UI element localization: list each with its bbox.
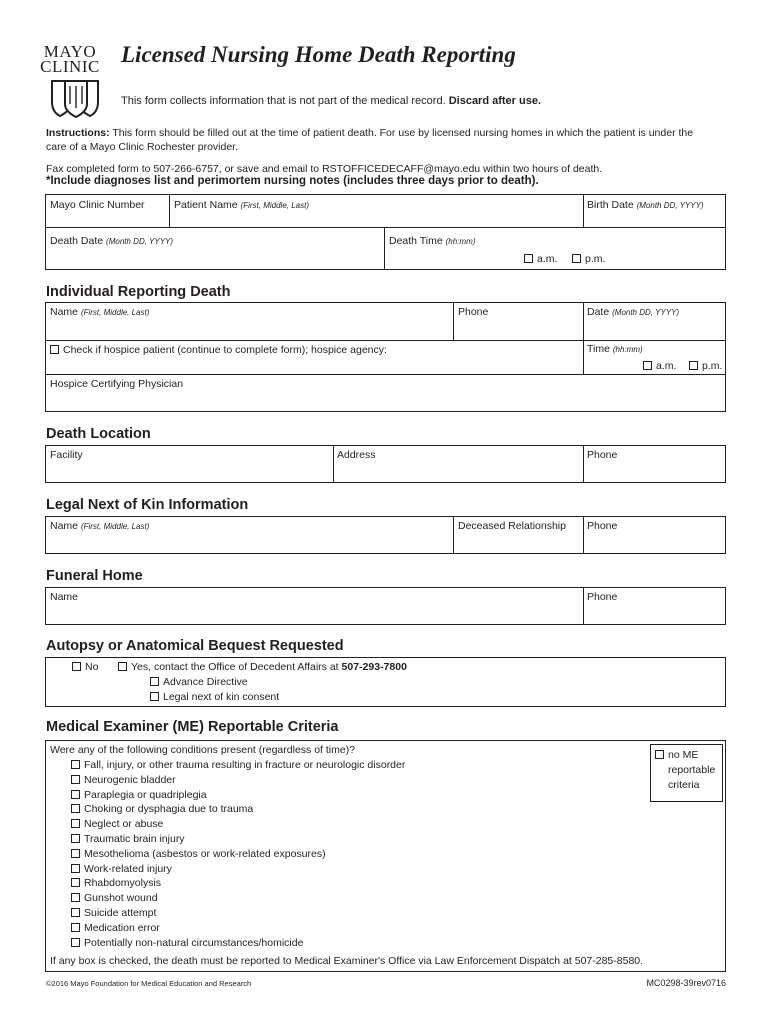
checkbox-icon <box>71 760 80 769</box>
logo-text-mayo: MAYO <box>43 42 97 61</box>
me-criteria-label: Fall, injury, or other trauma resulting in fracture or neurologic disorder <box>84 759 406 771</box>
report-date-label: Date <box>587 306 610 318</box>
form-id: MC0298-39rev0716 <box>646 978 726 988</box>
kin-name-field[interactable] <box>50 520 149 532</box>
report-time-field[interactable] <box>587 343 643 355</box>
kin-phone-field[interactable]: Phone <box>587 520 618 532</box>
section-title-me: Medical Examiner (ME) Reportable Criteria <box>46 719 339 735</box>
me-criteria-label: Medication error <box>84 921 160 934</box>
no-me-label-2: reportable <box>668 764 716 776</box>
mayo-clinic-number-field[interactable]: Mayo Clinic Number <box>50 199 145 211</box>
subtitle-text: This form collects information that is not part of the medical record. <box>121 95 446 107</box>
checkbox-icon <box>71 893 80 902</box>
funeral-section <box>45 587 726 625</box>
me-criteria-checkbox[interactable] <box>71 922 160 934</box>
checkbox-icon <box>71 908 80 917</box>
funeral-name-field[interactable]: Name <box>50 591 79 603</box>
patient-name-label: Patient Name <box>174 199 238 211</box>
death-time-pm-checkbox[interactable] <box>572 253 605 265</box>
checkbox-icon <box>572 254 581 263</box>
death-date-hint: (Month DD, YYYY) <box>106 237 174 246</box>
me-criteria-label: Work-related injury <box>84 862 172 875</box>
checkbox-icon <box>71 834 80 843</box>
checkbox-icon <box>643 361 652 370</box>
fax-instructions: Fax completed form to 507-266-6757, or save and email to RSTOFFICEDECAFF@mayo.edu within two hours of death. <box>46 163 603 175</box>
no-me-label: no ME <box>668 749 699 761</box>
subtitle-bold: Discard after use. <box>448 95 542 107</box>
autopsy-no-label: No <box>85 661 99 673</box>
checkbox-icon <box>524 254 533 263</box>
instructions-text-1: This form should be filled out at the time of patient death. For use by licensed nursing homes in which the patient is under the <box>112 127 694 139</box>
birth-date-label: Birth Date <box>587 199 634 211</box>
kin-name-hint: (First, Middle, Last) <box>80 522 150 531</box>
report-time-hint: (hh:mm) <box>612 345 643 354</box>
checkbox-icon <box>71 804 80 813</box>
checkbox-icon <box>50 345 59 354</box>
subtitle <box>121 95 541 107</box>
me-section <box>45 740 726 972</box>
me-criteria-checkbox[interactable] <box>71 803 253 815</box>
location-section <box>45 445 726 483</box>
me-criteria-label: Potentially non-natural circumstances/homicide <box>84 936 304 949</box>
me-criteria-checkbox[interactable] <box>71 833 185 845</box>
checkbox-icon <box>655 750 664 759</box>
reporter-phone-field[interactable]: Phone <box>458 306 489 318</box>
no-me-checkbox[interactable] <box>655 749 698 761</box>
checkbox-icon <box>71 864 80 873</box>
section-title-kin: Legal Next of Kin Information <box>46 497 249 513</box>
report-time-am-checkbox[interactable] <box>643 360 676 372</box>
checkbox-icon <box>71 938 80 947</box>
me-criteria-label: Traumatic brain injury <box>84 833 185 845</box>
checkbox-icon <box>72 662 81 671</box>
no-me-box <box>650 744 723 802</box>
checkbox-icon <box>118 662 127 671</box>
reporter-name-field[interactable] <box>50 306 149 318</box>
patient-section <box>45 194 726 270</box>
me-criteria-label: Mesothelioma (asbestos or work-related exposures) <box>84 847 326 860</box>
checkbox-icon <box>150 692 159 701</box>
autopsy-section <box>45 657 726 707</box>
birth-date-hint: (Month DD, YYYY) <box>636 201 704 210</box>
mayo-shield-logo-icon <box>50 78 102 118</box>
death-time-hint: (hh:mm) <box>445 237 476 246</box>
me-criteria-checkbox[interactable] <box>71 759 405 771</box>
me-criteria-checkbox[interactable] <box>71 907 156 919</box>
autopsy-yes-label: Yes, contact the Office of Decedent Affairs at <box>131 661 339 673</box>
instructions <box>46 126 736 154</box>
me-criteria-checkbox[interactable] <box>71 789 207 801</box>
section-title-funeral: Funeral Home <box>46 568 143 584</box>
me-criteria-checkbox[interactable] <box>71 892 158 904</box>
me-criteria-label: Rhabdomyolysis <box>84 877 162 890</box>
reporter-name-label: Name <box>50 306 79 318</box>
hospice-physician-field[interactable]: Hospice Certifying Physician <box>50 378 184 390</box>
me-footer-note: If any box is checked, the death must be reported to Medical Examiner's Office via Law Enforcement Dispatch at 507-285-8580. <box>50 955 644 967</box>
death-time-am-checkbox[interactable] <box>524 253 557 265</box>
autopsy-no-checkbox[interactable] <box>72 661 98 673</box>
instructions-label: Instructions: <box>46 127 110 139</box>
me-criteria-label: Suicide attempt <box>84 907 157 919</box>
pm-label: p.m. <box>585 253 606 265</box>
advance-directive-label: Advance Directive <box>163 676 248 688</box>
location-phone-field[interactable]: Phone <box>587 449 618 461</box>
page-title: Licensed Nursing Home Death Reporting <box>121 42 516 67</box>
section-title-reporting: Individual Reporting Death <box>46 284 231 300</box>
autopsy-yes-checkbox[interactable] <box>118 661 407 673</box>
kin-relationship-field[interactable]: Deceased Relationship <box>458 520 566 532</box>
checkbox-icon <box>689 361 698 370</box>
report-time-pm-checkbox[interactable] <box>689 360 722 372</box>
me-criteria-label: Paraplegia or quadriplegia <box>84 788 207 801</box>
death-date-label: Death Date <box>50 235 104 247</box>
address-field[interactable]: Address <box>337 449 376 461</box>
am-label: a.m. <box>656 360 677 372</box>
kin-section <box>45 516 726 554</box>
pm-label: p.m. <box>702 360 723 372</box>
me-criteria-label: Neurogenic bladder <box>84 773 176 786</box>
no-me-label-3: criteria <box>668 779 700 791</box>
me-criteria-label: Choking or dysphagia due to trauma <box>84 803 254 816</box>
checkbox-icon <box>71 878 80 887</box>
checkbox-icon <box>71 849 80 858</box>
funeral-phone-field[interactable]: Phone <box>587 591 618 603</box>
hospice-label: Check if hospice patient (continue to complete form); hospice agency: <box>63 344 387 356</box>
patient-name-field[interactable] <box>174 199 309 211</box>
checkbox-icon <box>71 790 80 799</box>
me-criteria-label: Gunshot wound <box>84 892 158 905</box>
section-title-location: Death Location <box>46 426 151 442</box>
section-title-autopsy: Autopsy or Anatomical Bequest Requested <box>46 638 344 654</box>
hospice-checkbox[interactable] <box>50 344 387 356</box>
report-date-field[interactable] <box>587 306 679 318</box>
report-date-hint: (Month DD, YYYY) <box>612 308 680 317</box>
advance-directive-checkbox[interactable] <box>150 676 248 688</box>
me-criteria-checkbox[interactable] <box>71 818 163 830</box>
logo-text-clinic: CLINIC <box>40 57 100 76</box>
me-criteria-checkbox[interactable] <box>71 937 303 949</box>
instructions-text-2: care of a Mayo Clinic Rochester provider. <box>46 141 238 153</box>
reporting-section <box>45 302 726 412</box>
patient-name-hint: (First, Middle, Last) <box>240 201 310 210</box>
me-criteria-checkbox[interactable] <box>71 848 326 860</box>
me-criteria-checkbox[interactable] <box>71 774 176 786</box>
death-time-label: Death Time <box>389 235 443 247</box>
reporter-name-hint: (First, Middle, Last) <box>80 308 150 317</box>
death-time-field[interactable] <box>389 235 475 247</box>
checkbox-icon <box>71 923 80 932</box>
kin-consent-checkbox[interactable] <box>150 691 279 703</box>
checkbox-icon <box>150 677 159 686</box>
copyright: ©2016 Mayo Foundation for Medical Education and Research <box>46 979 252 988</box>
checkbox-icon <box>71 819 80 828</box>
me-criteria-label: Neglect or abuse <box>84 818 164 831</box>
kin-name-label: Name <box>50 520 79 532</box>
death-date-field[interactable] <box>50 235 173 247</box>
facility-field[interactable]: Facility <box>50 449 83 461</box>
birth-date-field[interactable] <box>587 199 704 211</box>
am-label: a.m. <box>537 253 558 265</box>
report-time-label: Time <box>587 343 610 355</box>
checkbox-icon <box>71 775 80 784</box>
kin-consent-label: Legal next of kin consent <box>163 691 280 703</box>
me-criteria-checkbox[interactable] <box>71 877 161 889</box>
me-question: Were any of the following conditions present (regardless of time)? <box>50 744 356 756</box>
me-criteria-checkbox[interactable] <box>71 863 172 875</box>
include-note: *Include diagnoses list and perimortem nursing notes (includes three days prior to death). <box>46 175 539 187</box>
autopsy-yes-phone: 507-293-7800 <box>341 661 407 673</box>
